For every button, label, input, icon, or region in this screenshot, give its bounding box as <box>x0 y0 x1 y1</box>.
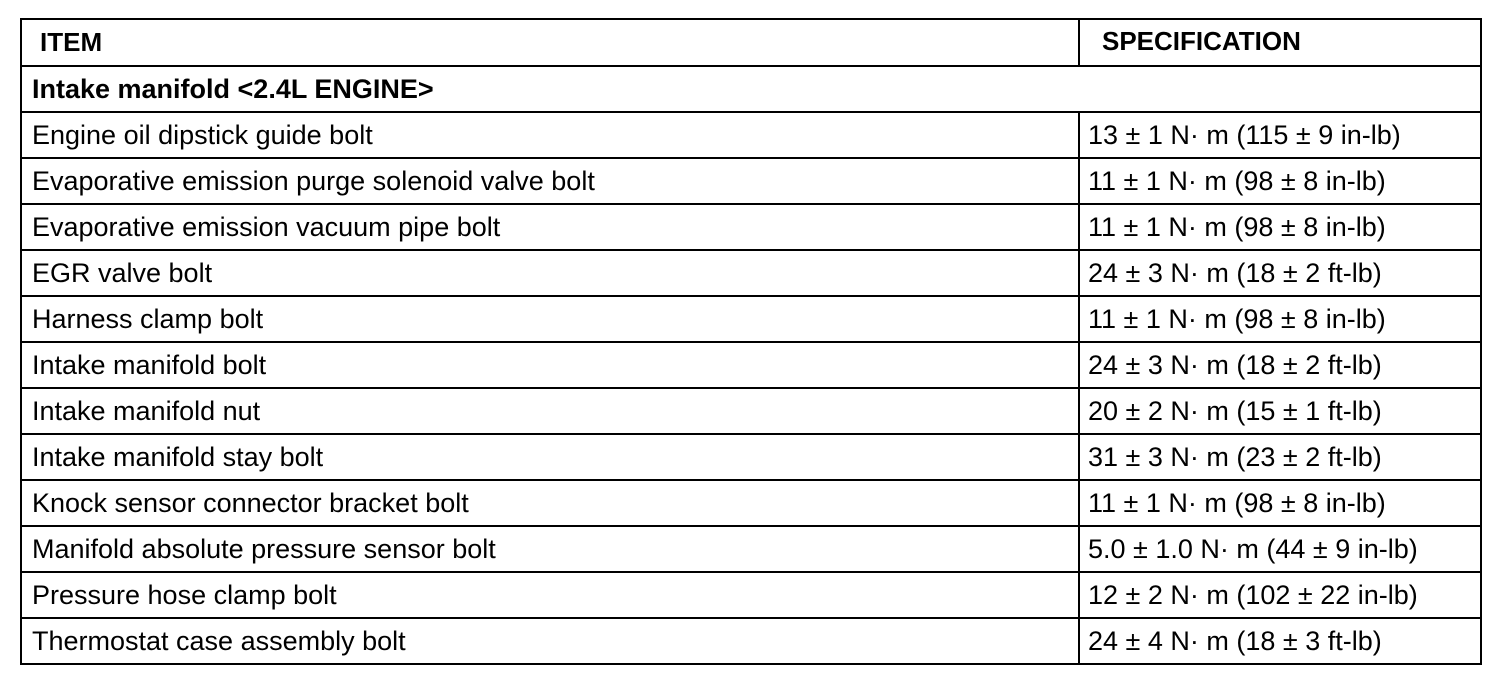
item-cell: EGR valve bolt <box>21 250 1079 296</box>
section-row <box>21 66 1481 112</box>
spec-cell: 31 ± 3 N· m (23 ± 2 ft-lb) <box>1079 434 1481 480</box>
torque-spec-table <box>20 18 1482 665</box>
item-cell: Engine oil dipstick guide bolt <box>21 112 1079 158</box>
item-cell: Intake manifold stay bolt <box>21 434 1079 480</box>
table-row <box>21 158 1481 204</box>
spec-cell: 11 ± 1 N· m (98 ± 8 in-lb) <box>1079 480 1481 526</box>
table-row <box>21 526 1481 572</box>
table-row <box>21 296 1481 342</box>
table-row <box>21 572 1481 618</box>
table-body <box>21 66 1481 664</box>
section-title: Intake manifold <2.4L ENGINE> <box>21 66 1481 112</box>
table-row <box>21 112 1481 158</box>
item-cell: Harness clamp bolt <box>21 296 1079 342</box>
table-row <box>21 250 1481 296</box>
spec-cell: 24 ± 4 N· m (18 ± 3 ft-lb) <box>1079 618 1481 664</box>
spec-cell: 11 ± 1 N· m (98 ± 8 in-lb) <box>1079 158 1481 204</box>
item-cell: Evaporative emission purge solenoid valve bolt <box>21 158 1079 204</box>
table-row <box>21 204 1481 250</box>
spec-cell: 24 ± 3 N· m (18 ± 2 ft-lb) <box>1079 342 1481 388</box>
spec-cell: 5.0 ± 1.0 N· m (44 ± 9 in-lb) <box>1079 526 1481 572</box>
spec-cell: 13 ± 1 N· m (115 ± 9 in-lb) <box>1079 112 1481 158</box>
spec-cell: 11 ± 1 N· m (98 ± 8 in-lb) <box>1079 296 1481 342</box>
table-row <box>21 342 1481 388</box>
table-row <box>21 388 1481 434</box>
table-row <box>21 434 1481 480</box>
table-header <box>21 19 1481 66</box>
item-cell: Intake manifold bolt <box>21 342 1079 388</box>
table-row <box>21 480 1481 526</box>
item-cell: Evaporative emission vacuum pipe bolt <box>21 204 1079 250</box>
table-row <box>21 618 1481 664</box>
header-row <box>21 19 1481 66</box>
item-cell: Pressure hose clamp bolt <box>21 572 1079 618</box>
spec-cell: 11 ± 1 N· m (98 ± 8 in-lb) <box>1079 204 1481 250</box>
spec-cell: 24 ± 3 N· m (18 ± 2 ft-lb) <box>1079 250 1481 296</box>
spec-cell: 20 ± 2 N· m (15 ± 1 ft-lb) <box>1079 388 1481 434</box>
item-cell: Thermostat case assembly bolt <box>21 618 1079 664</box>
item-cell: Knock sensor connector bracket bolt <box>21 480 1079 526</box>
item-cell: Manifold absolute pressure sensor bolt <box>21 526 1079 572</box>
item-cell: Intake manifold nut <box>21 388 1079 434</box>
column-header-item: ITEM <box>21 19 1079 66</box>
spec-cell: 12 ± 2 N· m (102 ± 22 in-lb) <box>1079 572 1481 618</box>
column-header-specification: SPECIFICATION <box>1079 19 1481 66</box>
